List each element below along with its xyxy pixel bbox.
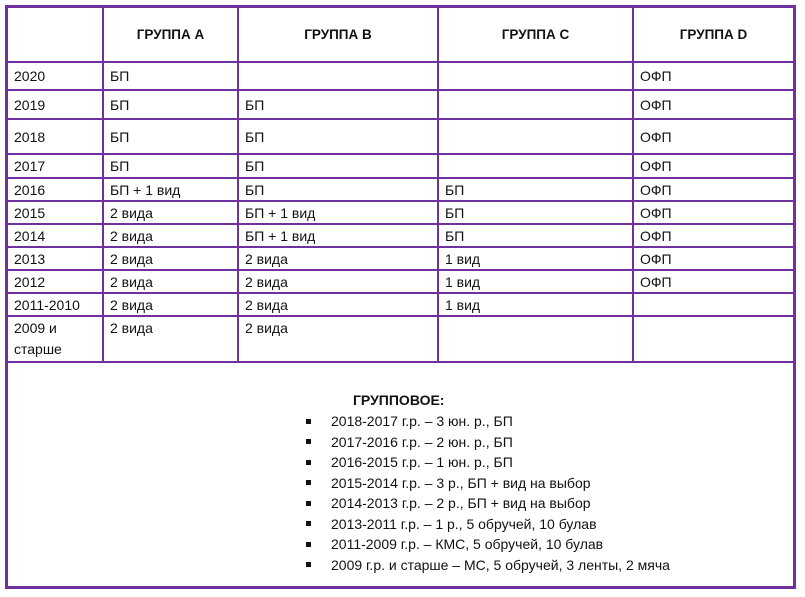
year-cell: 2019 — [8, 90, 103, 119]
table-row — [8, 90, 793, 119]
year-cell: 2011-2010 — [8, 293, 103, 316]
group-c-cell — [438, 119, 633, 154]
header-group-b: ГРУППА В — [238, 8, 438, 62]
list-item — [306, 452, 670, 473]
group-d-cell: ОФП — [633, 224, 793, 247]
group-a-cell: БП — [103, 62, 238, 90]
table-row — [8, 201, 793, 224]
group-b-cell: БП — [238, 154, 438, 178]
list-item — [306, 473, 670, 494]
group-b-cell: БП — [238, 119, 438, 154]
group-d-cell: ОФП — [633, 247, 793, 270]
year-cell: 2012 — [8, 270, 103, 293]
group-b-cell: БП — [238, 90, 438, 119]
bullet-icon — [306, 460, 311, 465]
list-item-text: 2014-2013 г.р. – 2 р., БП + вид на выбор — [331, 495, 591, 511]
list-item-text: 2016-2015 г.р. – 1 юн. р., БП — [331, 454, 513, 470]
list-item-text: 2009 г.р. и старше – МС, 5 обручей, 3 ленты, 2 мяча — [331, 556, 670, 573]
table-row — [8, 293, 793, 316]
group-b-cell: БП + 1 вид — [238, 224, 438, 247]
group-c-cell: БП — [438, 201, 633, 224]
age-group-table — [8, 8, 793, 363]
group-c-cell: 1 вид — [438, 247, 633, 270]
group-a-cell: 2 вида — [103, 293, 238, 316]
year-cell: 2015 — [8, 201, 103, 224]
list-item — [306, 534, 670, 555]
group-b-cell: 2 вида — [238, 293, 438, 316]
list-item-text: 2011-2009 г.р. – КМС, 5 обручей, 10 булав — [331, 536, 604, 552]
group-b-cell: 2 вида — [238, 270, 438, 293]
year-cell: 2014 — [8, 224, 103, 247]
group-a-cell: БП — [103, 154, 238, 178]
bullet-icon — [306, 439, 311, 444]
header-corner — [8, 8, 103, 62]
group-c-cell — [438, 154, 633, 178]
group-b-cell: 2 вида — [238, 247, 438, 270]
list-item — [306, 555, 670, 576]
table-row — [8, 316, 793, 362]
table-row — [8, 154, 793, 178]
group-a-cell: БП + 1 вид — [103, 178, 238, 201]
table-row — [8, 224, 793, 247]
group-d-cell: ОФП — [633, 154, 793, 178]
group-d-cell: ОФП — [633, 119, 793, 154]
group-a-cell: 2 вида — [103, 316, 238, 362]
group-a-cell: 2 вида — [103, 224, 238, 247]
group-c-cell — [438, 90, 633, 119]
year-cell: 2013 — [8, 247, 103, 270]
year-cell: 2018 — [8, 119, 103, 154]
group-c-cell: 1 вид — [438, 270, 633, 293]
document-page — [5, 5, 796, 589]
group-d-cell: ОФП — [633, 270, 793, 293]
year-cell: 2020 — [8, 62, 103, 90]
group-d-cell — [633, 316, 793, 362]
group-d-cell: ОФП — [633, 201, 793, 224]
year-cell: 2009 и старше — [8, 316, 103, 362]
table-row — [8, 62, 793, 90]
group-title: ГРУППОВОЕ: — [353, 392, 445, 408]
list-item — [306, 493, 670, 514]
list-item-text: 2017-2016 г.р. – 2 юн. р., БП — [331, 433, 513, 450]
list-item — [306, 432, 670, 453]
group-a-cell: БП — [103, 119, 238, 154]
group-d-cell: ОФП — [633, 178, 793, 201]
group-a-cell: БП — [103, 90, 238, 119]
group-a-cell: 2 вида — [103, 270, 238, 293]
group-b-cell: БП — [238, 178, 438, 201]
group-c-cell: БП — [438, 178, 633, 201]
group-a-cell: 2 вида — [103, 247, 238, 270]
year-cell: 2017 — [8, 154, 103, 178]
list-item — [306, 411, 670, 432]
bullet-icon — [306, 562, 311, 567]
group-d-cell: ОФП — [633, 90, 793, 119]
header-group-c: ГРУППА С — [438, 8, 633, 62]
group-c-cell — [438, 62, 633, 90]
bullet-icon — [306, 501, 311, 506]
list-item-text: 2018-2017 г.р. – 3 юн. р., БП — [331, 413, 513, 429]
group-d-cell: ОФП — [633, 62, 793, 90]
bullet-icon — [306, 521, 311, 526]
group-c-cell: 1 вид — [438, 293, 633, 316]
list-item — [306, 514, 670, 535]
group-list — [306, 411, 670, 575]
table-row — [8, 270, 793, 293]
table-row — [8, 247, 793, 270]
group-b-cell: БП + 1 вид — [238, 201, 438, 224]
table-header-row — [8, 8, 793, 62]
group-a-cell: 2 вида — [103, 201, 238, 224]
table-row — [8, 178, 793, 201]
group-c-cell: БП — [438, 224, 633, 247]
group-d-cell — [633, 293, 793, 316]
table-row — [8, 119, 793, 154]
list-item-text: 2013-2011 г.р. – 1 р., 5 обручей, 10 булав — [331, 515, 597, 532]
bullet-icon — [306, 419, 311, 424]
header-group-d: ГРУППА D — [633, 8, 793, 62]
bullet-icon — [306, 542, 311, 547]
year-cell: 2016 — [8, 178, 103, 201]
group-b-cell: 2 вида — [238, 316, 438, 362]
group-c-cell — [438, 316, 633, 362]
header-group-a: ГРУППА А — [103, 8, 238, 62]
list-item-text: 2015-2014 г.р. – 3 р., БП + вид на выбор — [331, 474, 591, 491]
group-b-cell — [238, 62, 438, 90]
bullet-icon — [306, 480, 311, 485]
